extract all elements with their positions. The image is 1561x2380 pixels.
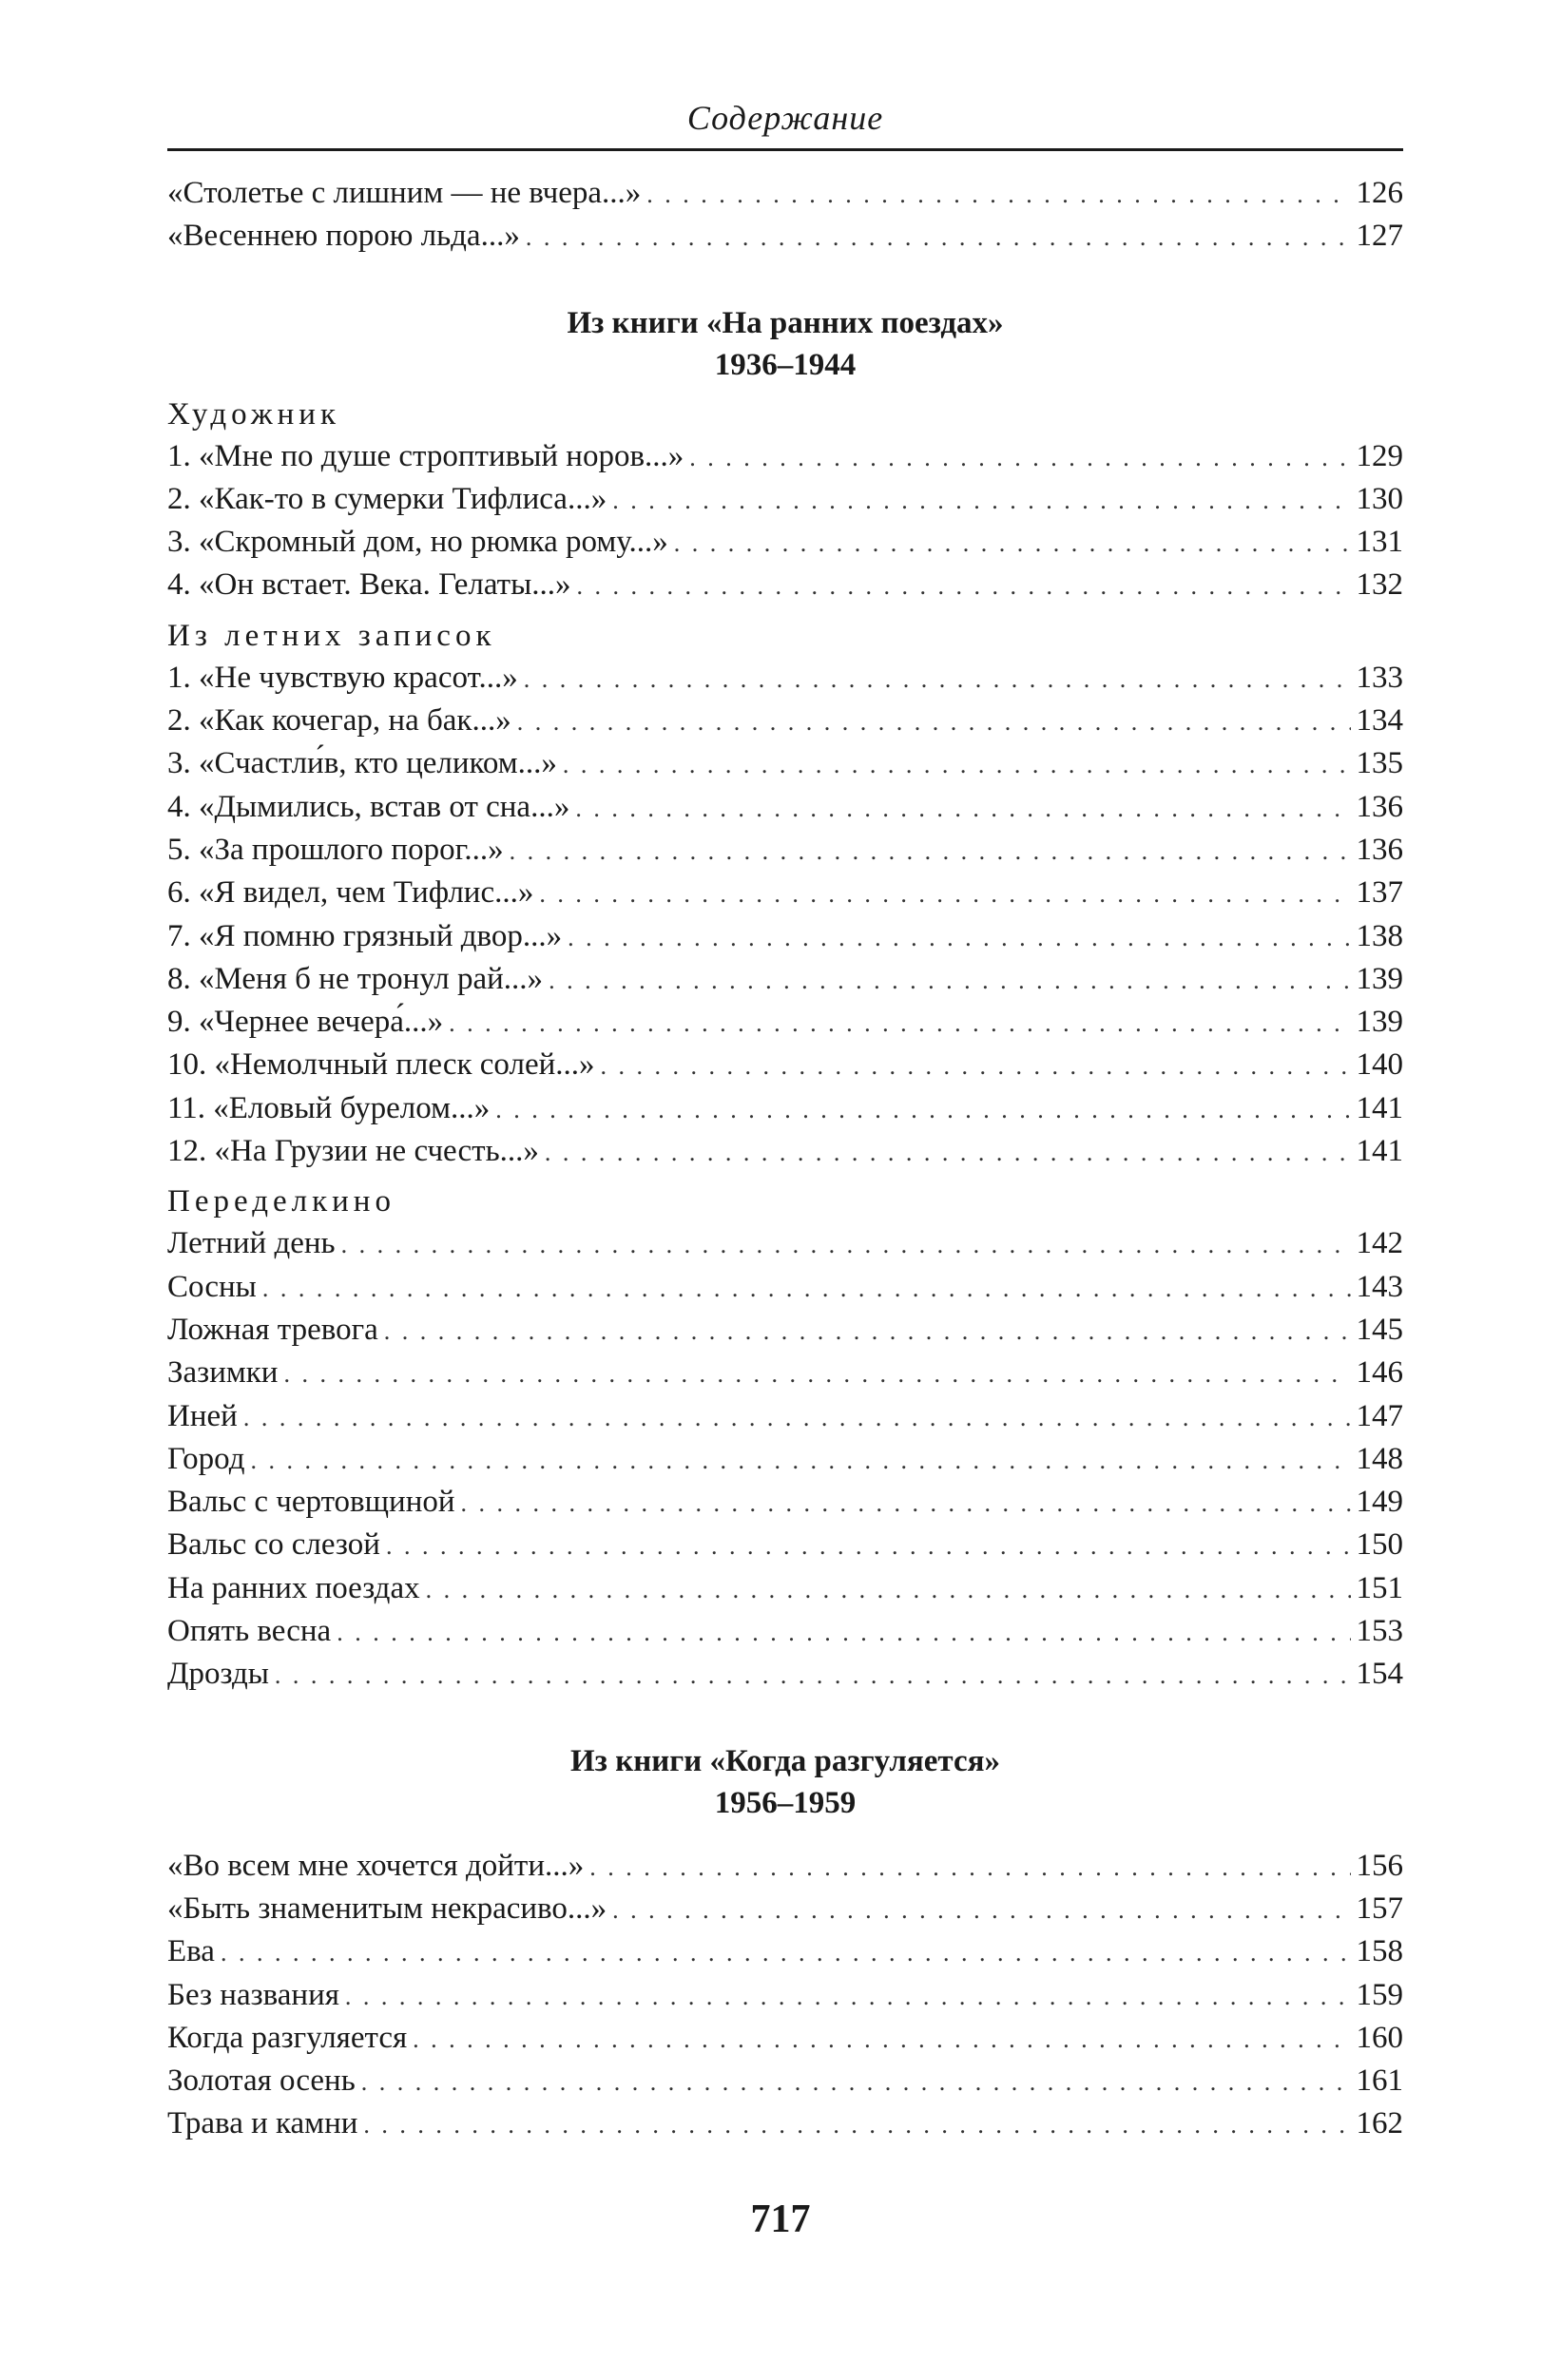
entry-page: 149 (1356, 1485, 1403, 1520)
toc-entry (167, 1974, 1403, 2017)
entry-page: 132 (1356, 567, 1403, 603)
toc-entry (167, 829, 1403, 872)
entry-page: 126 (1356, 176, 1403, 210)
section-title: Из летних записок (167, 618, 496, 653)
dot-leader (524, 658, 1351, 701)
toc-entry (167, 1653, 1403, 1696)
book-title: Из книги «Когда разгуляется» (570, 1743, 1000, 1778)
entry-title: «Быть знаменитым некрасиво...» (167, 1891, 607, 1926)
toc-entry (167, 1845, 1403, 1888)
entry-title: 8. «Меня б не тронул рай...» (167, 961, 544, 996)
entry-title: 4. «Дымились, встав от сна...» (167, 789, 570, 824)
toc-entry (167, 700, 1403, 742)
toc-entry (167, 1001, 1403, 1044)
entry-title: Вальс со слезой (167, 1527, 380, 1563)
entry-page: 140 (1356, 1047, 1403, 1083)
entry-page: 141 (1356, 1090, 1403, 1125)
dot-leader (517, 701, 1351, 743)
toc-list-top (167, 172, 1403, 259)
entry-title: «Весеннею порою льда...» (167, 219, 520, 254)
page-number: 717 (750, 2198, 811, 2241)
dot-leader (646, 173, 1350, 216)
entry-title: 10. «Немолчный плеск солей...» (167, 1047, 595, 1083)
book-title: Из книги «На ранних поездах» (567, 305, 1004, 340)
entry-page: 130 (1356, 481, 1403, 516)
toc-page (167, 95, 1403, 2146)
entry-title: Дрозды (167, 1657, 269, 1692)
dot-leader (361, 2061, 1351, 2103)
toc-entry (167, 657, 1403, 700)
toc-entry (167, 215, 1403, 258)
entry-title: 2. «Как кочегар, на бак...» (167, 703, 511, 739)
toc-entry (167, 1524, 1403, 1566)
entry-page: 136 (1356, 789, 1403, 824)
entry-page: 158 (1356, 1934, 1403, 1969)
dot-leader (363, 2103, 1350, 2146)
entry-title: «Столетье с лишним — не вчера...» (167, 176, 642, 210)
entry-title: Опять весна (167, 1614, 332, 1649)
toc-entry (167, 872, 1403, 914)
toc-list (167, 435, 1403, 607)
entry-title: 9. «Чернее вечера́...» (167, 1005, 444, 1040)
toc-entry (167, 2060, 1403, 2102)
toc-entry (167, 1352, 1403, 1394)
dot-leader (568, 916, 1350, 959)
toc-entry (167, 1087, 1403, 1130)
dot-leader (221, 1931, 1351, 1974)
entry-title: Ложная тревога (167, 1312, 378, 1347)
toc-list (167, 1222, 1403, 1696)
entry-title: Летний день (167, 1226, 336, 1261)
dot-leader (549, 959, 1350, 1002)
entry-title: 4. «Он встает. Века. Гелаты...» (167, 567, 571, 603)
entry-title: Сосны (167, 1269, 257, 1304)
dot-leader (526, 216, 1351, 259)
dot-leader (575, 787, 1350, 830)
toc-entry (167, 521, 1403, 564)
toc-entry (167, 1438, 1403, 1481)
entry-page: 139 (1356, 961, 1403, 996)
entry-title: Иней (167, 1398, 238, 1433)
entry-page: 147 (1356, 1398, 1403, 1433)
entry-page: 145 (1356, 1312, 1403, 1347)
entry-page: 151 (1356, 1570, 1403, 1605)
entry-title: Вальс с чертовщиной (167, 1485, 455, 1520)
section-title: Художник (167, 396, 340, 432)
entry-page: 150 (1356, 1527, 1403, 1563)
dot-leader (413, 2018, 1350, 2061)
dot-leader (262, 1267, 1351, 1310)
entry-page: 160 (1356, 2020, 1403, 2055)
entry-title: 1. «Мне по душе строптивый норов...» (167, 438, 684, 473)
entry-page: 137 (1356, 875, 1403, 911)
dot-leader (384, 1310, 1351, 1353)
entry-title: Трава и камни (167, 2106, 358, 2141)
entry-page: 156 (1356, 1848, 1403, 1883)
dot-leader (601, 1045, 1351, 1087)
entry-page: 142 (1356, 1226, 1403, 1261)
entry-page: 135 (1356, 746, 1403, 781)
toc-entry (167, 2102, 1403, 2145)
entry-page: 143 (1356, 1269, 1403, 1304)
entry-page: 129 (1356, 438, 1403, 473)
entry-page: 162 (1356, 2106, 1403, 2141)
dot-leader (251, 1439, 1351, 1482)
book-heading (167, 1740, 1403, 1824)
entry-page: 141 (1356, 1134, 1403, 1169)
dot-leader (461, 1482, 1351, 1525)
entry-title: 6. «Я видел, чем Тифлис...» (167, 875, 534, 911)
toc-entry (167, 564, 1403, 606)
entry-page: 133 (1356, 660, 1403, 695)
dot-leader (674, 522, 1351, 565)
book-years: 1936–1944 (714, 347, 857, 382)
entry-page: 146 (1356, 1355, 1403, 1391)
toc-entry (167, 742, 1403, 785)
dot-leader (449, 1002, 1350, 1045)
dot-leader (283, 1353, 1350, 1395)
dot-leader (612, 479, 1350, 522)
entry-page: 153 (1356, 1614, 1403, 1649)
toc-entry (167, 1610, 1403, 1653)
entry-title: 12. «На Грузии не счесть...» (167, 1134, 539, 1169)
entry-title: Когда разгуляется (167, 2020, 408, 2055)
toc-entry (167, 1395, 1403, 1438)
entry-title: На ранних поездах (167, 1570, 420, 1605)
dot-leader (689, 436, 1350, 479)
entry-title: 1. «Не чувствую красот...» (167, 660, 518, 695)
toc-entry (167, 1130, 1403, 1173)
entry-page: 159 (1356, 1977, 1403, 2012)
entry-title: Без названия (167, 1977, 339, 2012)
dot-leader (341, 1223, 1351, 1266)
dot-leader (589, 1846, 1350, 1889)
toc-entry (167, 435, 1403, 478)
entry-title: «Во всем мне хочется дойти...» (167, 1848, 585, 1883)
dot-leader (577, 565, 1351, 607)
dot-leader (386, 1525, 1351, 1567)
entry-page: 139 (1356, 1005, 1403, 1040)
entry-title: 3. «Счастли́в, кто целиком...» (167, 746, 557, 781)
entry-title: Город (167, 1441, 245, 1476)
book-heading (167, 302, 1403, 386)
dot-leader (495, 1088, 1350, 1131)
toc-list (167, 657, 1403, 1174)
dot-leader (345, 1975, 1351, 2018)
entry-page: 154 (1356, 1657, 1403, 1692)
dot-leader (539, 873, 1350, 915)
entry-page: 138 (1356, 918, 1403, 953)
entry-title: 2. «Как-то в сумерки Тифлиса...» (167, 481, 607, 516)
entry-title: 7. «Я помню грязный двор...» (167, 918, 563, 953)
entry-page: 157 (1356, 1891, 1403, 1926)
entry-title: 3. «Скромный дом, но рюмка рому...» (167, 525, 668, 560)
toc-entry (167, 1266, 1403, 1309)
toc-entry (167, 478, 1403, 521)
dot-leader (275, 1654, 1351, 1697)
entry-page: 136 (1356, 832, 1403, 867)
entry-page: 161 (1356, 2063, 1403, 2099)
book-years: 1956–1959 (714, 1785, 857, 1820)
toc-entry (167, 915, 1403, 958)
entry-page: 131 (1356, 525, 1403, 560)
dot-leader (563, 743, 1351, 786)
dot-leader (426, 1568, 1351, 1611)
entry-title: 5. «За прошлого порог...» (167, 832, 504, 867)
dot-leader (545, 1131, 1351, 1174)
toc-entry (167, 1567, 1403, 1610)
toc-list (167, 1845, 1403, 2146)
toc-entry (167, 1930, 1403, 1973)
toc-entry (167, 958, 1403, 1001)
entry-title: Зазимки (167, 1355, 279, 1391)
entry-title: 11. «Еловый бурелом...» (167, 1090, 491, 1125)
dot-leader (612, 1889, 1350, 1931)
toc-entry (167, 1044, 1403, 1086)
header-rule (167, 148, 1403, 151)
entry-page: 134 (1356, 703, 1403, 739)
toc-entry (167, 1481, 1403, 1524)
toc-entry (167, 1309, 1403, 1352)
running-head: Содержание (686, 99, 884, 137)
entry-page: 148 (1356, 1441, 1403, 1476)
toc-entry (167, 786, 1403, 829)
entry-page: 127 (1356, 219, 1403, 254)
section-title: Переделкино (167, 1184, 395, 1219)
toc-entry (167, 2017, 1403, 2060)
entry-title: Золотая осень (167, 2063, 356, 2099)
entry-title: Ева (167, 1934, 215, 1969)
toc-entry (167, 172, 1403, 215)
toc-entry (167, 1888, 1403, 1930)
toc-entry (167, 1222, 1403, 1265)
dot-leader (510, 830, 1351, 873)
dot-leader (243, 1396, 1351, 1439)
dot-leader (337, 1611, 1350, 1654)
